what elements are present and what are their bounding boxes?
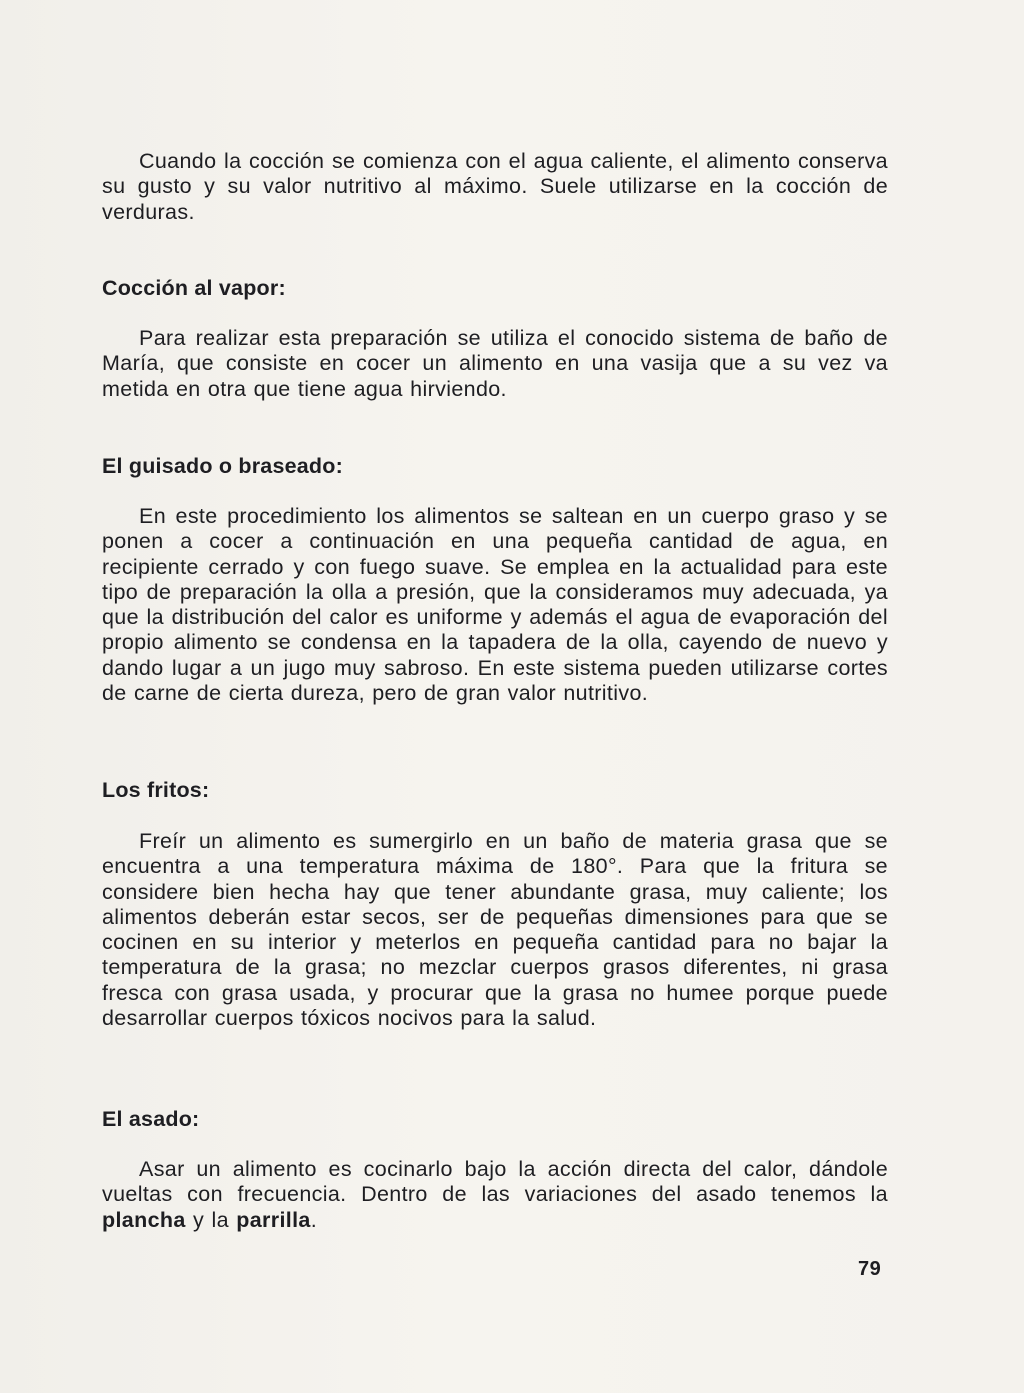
paragraph-vapor: Para realizar esta preparación se utiliza el conocido sistema de baño de María, que consiste en cocer un alimento en una vasija que a su vez va metida en otra que tiene agua hirviendo. <box>102 326 888 401</box>
asado-text-1: Asar un alimento es cocinarlo bajo la acción directa del calor, dándole vueltas con frecuencia. Dentro de las variaciones del asado tenemos la <box>102 1157 888 1207</box>
asado-text-2: y la <box>185 1207 237 1232</box>
asado-section <box>102 1157 888 1233</box>
heading-coccion-al-vapor: Cocción al vapor: <box>102 276 286 300</box>
page-number: 79 <box>858 1258 882 1280</box>
paragraph-fritos: Freír un alimento es sumergirlo en un baño de materia grasa que se encuentra a una temperatura máxima de 180°. Para que la fritura se considere bien hecha hay que tener abundante grasa, muy caliente; los alimentos deberán estar secos, ser de pequeñas dimensiones para que se cocinen en su interior y meterlos en pequeña cantidad para no bajar la temperatura de la grasa; no mezclar cuerpos grasos diferentes, ni grasa fresca con grasa usada, y procurar que la grasa no humee porque puede desarrollar cuerpos tóxicos nocivos para la salud. <box>102 829 888 1031</box>
asado-bold-parrilla: parrilla <box>236 1207 311 1232</box>
heading-guisado-braseado: El guisado o braseado: <box>102 454 343 478</box>
heading-los-fritos: Los fritos: <box>102 778 210 802</box>
paragraph-intro: Cuando la cocción se comienza con el agua caliente, el alimento conserva su gusto y su valor nutritivo al máximo. Suele utilizarse en la cocción de verduras. <box>102 149 888 224</box>
guisado-section <box>102 504 888 706</box>
asado-bold-plancha: plancha <box>102 1207 186 1232</box>
vapor-section <box>102 326 888 402</box>
paragraph-asado <box>102 1157 888 1233</box>
heading-el-asado: El asado: <box>102 1107 200 1131</box>
fritos-section <box>102 829 888 1031</box>
intro-paragraph <box>102 149 888 225</box>
paragraph-guisado: En este procedimiento los alimentos se saltean en un cuerpo graso y se ponen a cocer a continuación en una pequeña cantidad de agua, en recipiente cerrado y con fuego suave. Se emplea en la actualidad para este tipo de preparación la olla a presión, que la consideramos muy adecuada, ya que la distribución del calor es uniforme y además el agua de evaporación del propio alimento se condensa en la tapadera de la olla, cayendo de nuevo y dando lugar a un jugo muy sabroso. En este sistema pueden utilizarse cortes de carne de cierta dureza, pero de gran valor nutritivo. <box>102 504 888 706</box>
asado-text-3: . <box>310 1207 318 1232</box>
